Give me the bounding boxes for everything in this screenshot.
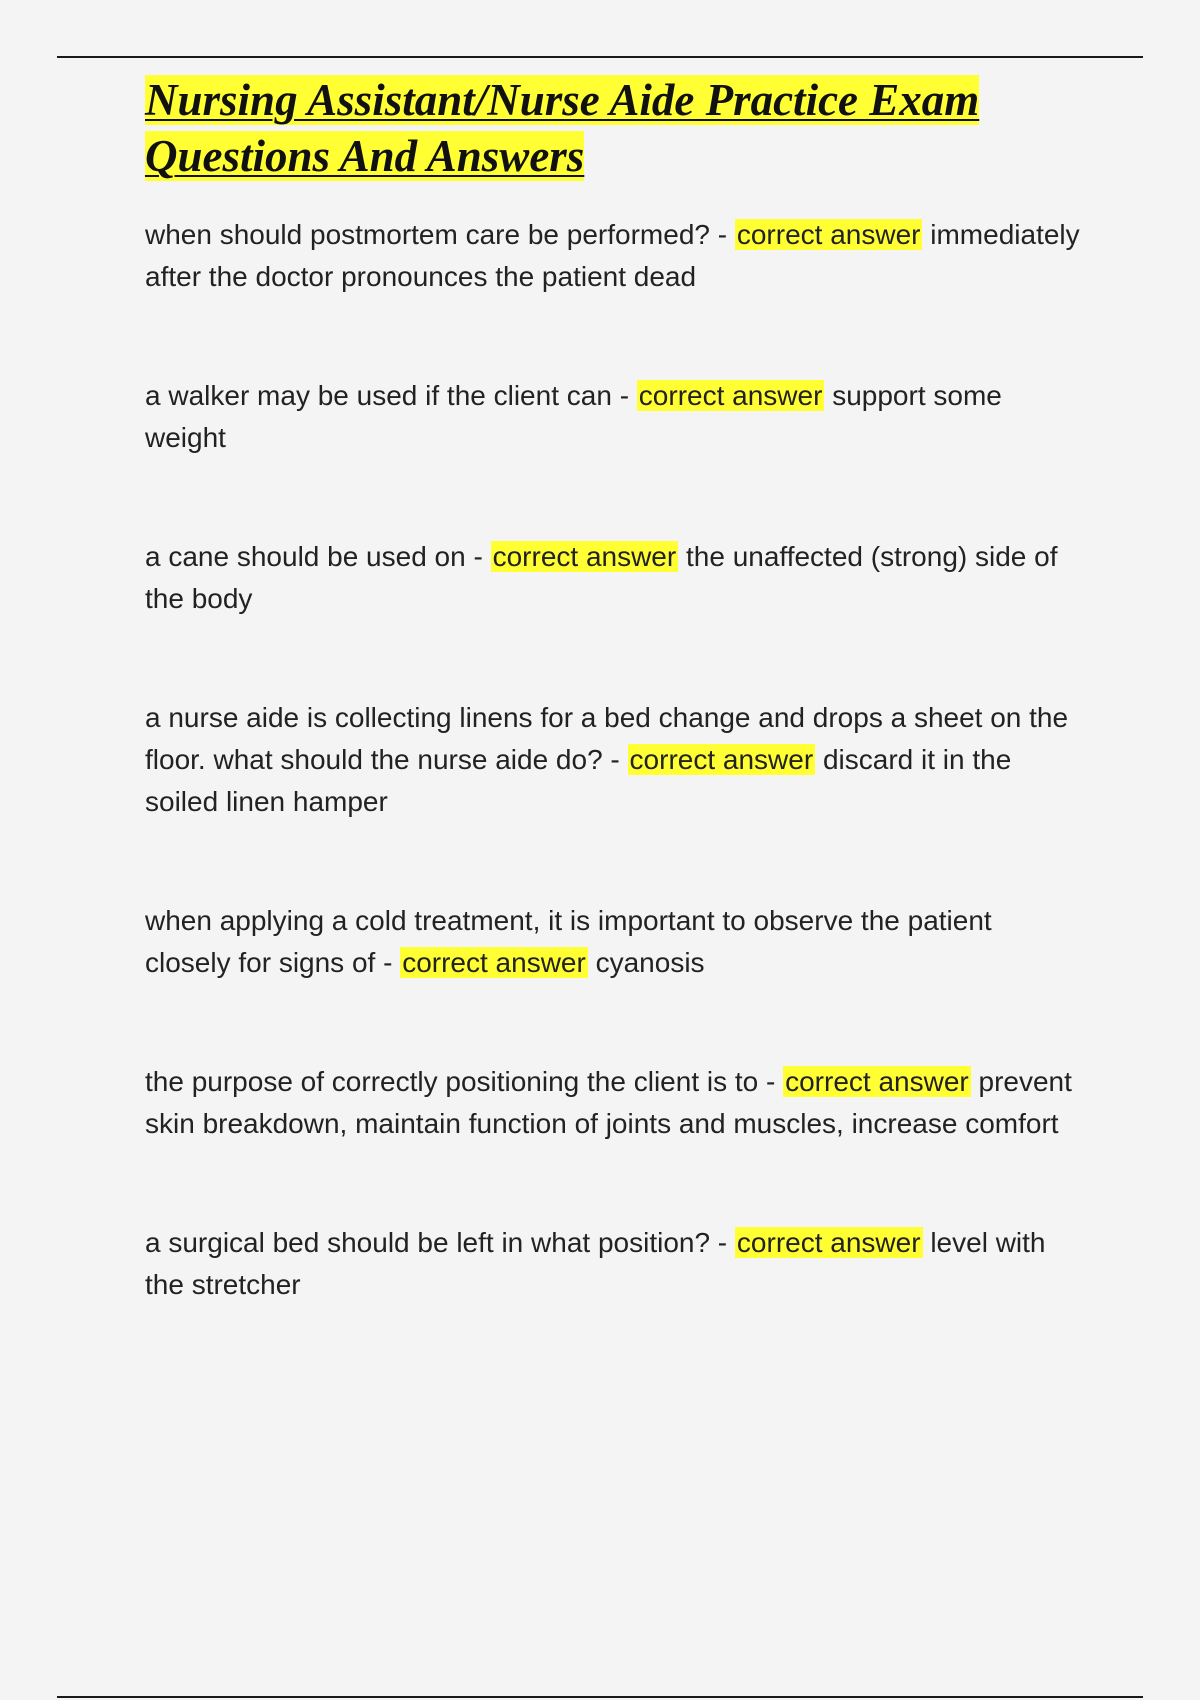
answer-text: prevent skin breakdown, maintain function of joints and muscles, increase comfort (145, 1066, 1072, 1139)
document-title (145, 72, 1085, 184)
qa-item (145, 900, 1085, 984)
question-text: a walker may be used if the client can - (145, 380, 637, 411)
answer-text: level with the stretcher (145, 1227, 1046, 1300)
correct-answer-marker: correct answer (785, 1066, 969, 1097)
correct-answer-marker: correct answer (492, 541, 677, 572)
answer-text: the unaffected (strong) side of the body (145, 541, 1058, 614)
answer-text: cyanosis (595, 947, 705, 978)
bottom-rule (57, 1696, 1143, 1698)
document-content (145, 72, 1085, 1383)
question-text: a surgical bed should be left in what position? - (145, 1227, 735, 1258)
answer-text: immediately after the doctor pronounces the patient dead (145, 219, 1080, 292)
qa-item (145, 375, 1085, 459)
question-text: when should postmortem care be performed? - (145, 219, 735, 250)
qa-item (145, 536, 1085, 620)
question-text: when applying a cold treatment, it is important to observe the patient closely for signs of - (145, 905, 992, 978)
answer-text: discard it in the soiled linen hamper (145, 744, 1012, 817)
correct-answer-marker: correct answer (736, 1227, 921, 1258)
correct-answer-marker: correct answer (638, 380, 823, 411)
qa-item (145, 1061, 1085, 1145)
correct-answer-marker: correct answer (402, 947, 586, 978)
question-text: a cane should be used on - (145, 541, 491, 572)
qa-list (145, 214, 1085, 1306)
correct-answer-marker: correct answer (736, 219, 921, 250)
answer-text: support some weight (145, 380, 1002, 453)
qa-item (145, 697, 1085, 823)
question-text: a nurse aide is collecting linens for a bed change and drops a sheet on the floor. what should the nurse aide do? - (145, 702, 1069, 775)
qa-item (145, 1222, 1085, 1306)
qa-item (145, 214, 1085, 298)
correct-answer-marker: correct answer (629, 744, 814, 775)
title-highlight: Nursing Assistant/Nurse Aide Practice Exam Questions And Answers (145, 75, 980, 181)
question-text: the purpose of correctly positioning the client is to - (145, 1066, 784, 1097)
top-rule (57, 56, 1143, 58)
